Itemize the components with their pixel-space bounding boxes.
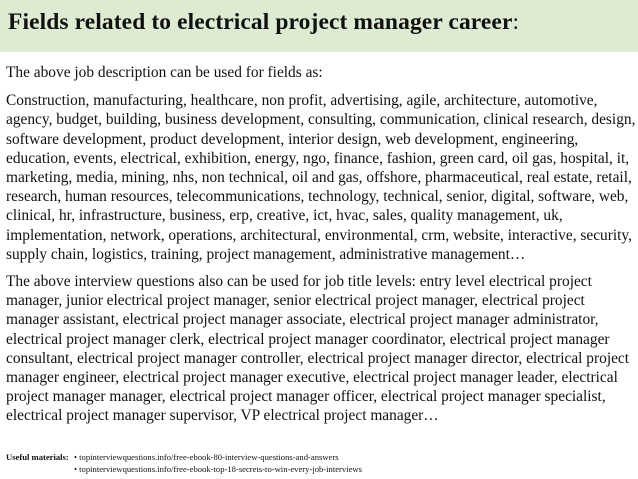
body-content (6, 63, 636, 426)
footer-useful-materials (6, 452, 636, 475)
page-title-colon: : (512, 9, 520, 35)
footer-row-1 (6, 452, 636, 464)
intro-text: The above job description can be used for fields as: (6, 64, 323, 81)
footer-link-ebook-80-questions[interactable]: • topinterviewquestions.info/free-ebook-80-interview-questions-and-answers (74, 452, 339, 462)
page-title (8, 9, 638, 36)
title-bar (0, 0, 638, 52)
job-levels-paragraph: The above interview questions also can be used for job title levels: entry level electrical project manager, junior electrical project manager, senior electrical project manager, electrical project manager assistant, electrical project manager associate, electrical project manager administrator, electrical project manager clerk, electrical project manager coordinator, electrical project manager consultant, electrical project manager controller, electrical project manager director, electrical project manager engineer, electrical project manager executive, electrical project manager leader, electrical project manager manager, electrical project manager officer, electrical project manager specialist, electrical project manager supervisor, VP electrical project manager… (6, 273, 630, 425)
footer-label: Useful materials: (6, 452, 69, 462)
fields-paragraph: Construction, manufacturing, healthcare, non profit, advertising, agile, architecture, automotive, agency, budget, building, business development, consulting, communication, clinical research, design, software development, product development, interior design, web development, engineering, education, events, electrical, exhibition, energy, ngo, finance, fashion, green card, oil gas, hospital, it, marketing, media, mining, nhs, non technical, oil and gas, offshore, pharmaceutical, real estate, retail, research, human resources, telecommunications, technology, technical, senior, digital, software, web, clinical, hr, infrastructure, business, erp, creative, ict, hvac, sales, quality management, uk, implementation, network, operations, architectural, environmental, crm, website, interactive, security, supply chain, logistics, training, project management, administrative management… (6, 92, 636, 263)
page-title-text: Fields related to electrical project manager career (8, 9, 513, 35)
footer-row-2 (6, 464, 636, 476)
footer-link-ebook-18-secrets[interactable]: • topinterviewquestions.info/free-ebook-top-18-secrets-to-win-every-job-interviews (74, 463, 362, 474)
footer-spacer (6, 464, 74, 476)
